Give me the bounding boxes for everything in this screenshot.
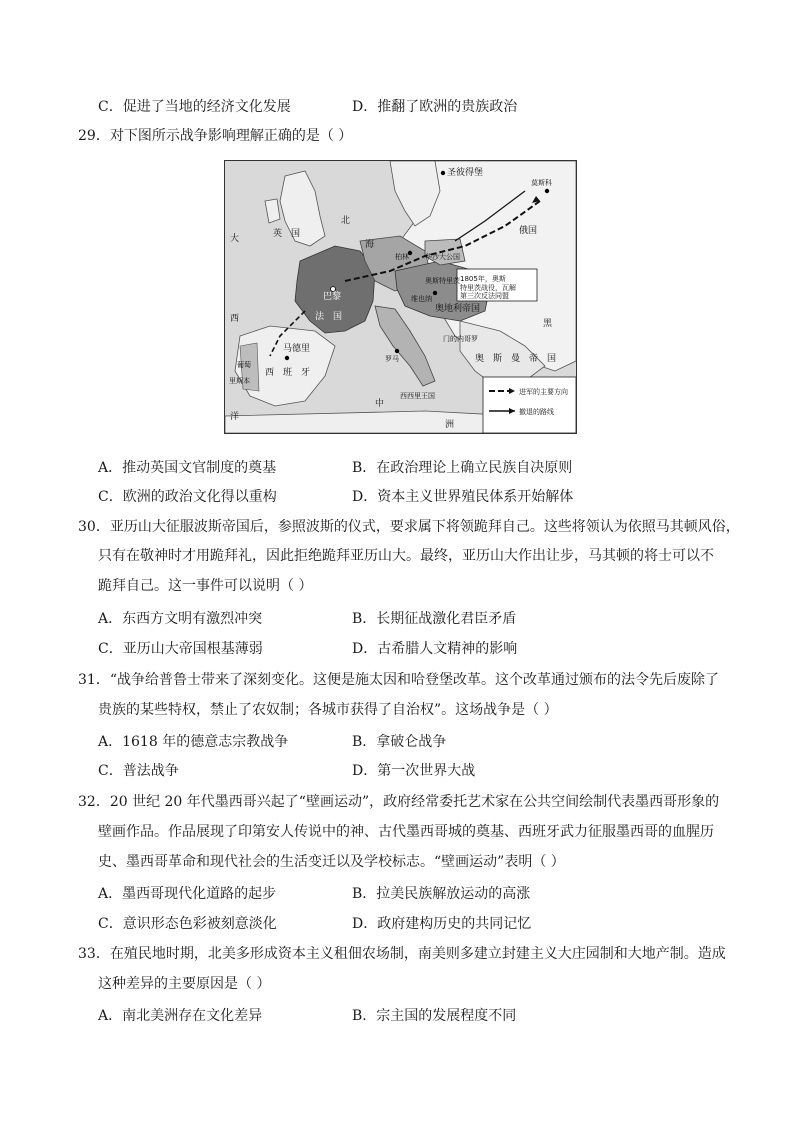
q30-stem-line-1: 30．亚历山大征服波斯帝国后，参照波斯的仪式，要求属下将领跪拜自己。这些将领认为依照马其顿风俗， (78, 519, 740, 535)
q31-option-d: D．第一次世界大战 (352, 763, 476, 779)
q32-stem-line-3: 史、墨西哥革命和现代社会的生活变迁以及学校标志。“壁画运动”表明（ ） (98, 854, 565, 870)
q30-stem-line-2: 只有在敬神时才用跪拜礼，因此拒绝跪拜亚历山大。最终，亚历山大作出让步，马其顿的将士可以不 (98, 548, 714, 564)
q28-option-c: C．促进了当地的经济文化发展 (98, 99, 291, 115)
map-label-hei: 黑 (543, 319, 553, 329)
q31-stem-line-2: 贵族的某些特权，禁止了农奴制；各城市获得了自治权”。这场战争是（ ） (98, 702, 558, 718)
map-label-france: 法 国 (315, 312, 343, 322)
map-label-portugal: 葡萄 (237, 361, 251, 369)
q32-option-c: C．意识形态色彩被刻意淡化 (98, 916, 277, 932)
map-label-sicily: 西西里王国 (400, 392, 435, 400)
q33-stem-line-1: 33．在殖民地时期，北美多形成资本主义租佃农场制，南美则多建立封建主义大庄园制和大地产制。造成 (78, 946, 726, 962)
q32-stem-line-1: 32．20 世纪 20 年代墨西哥兴起了“壁画运动”，政府经常委托艺术家在公共空间绘制代表墨西哥形象的 (78, 794, 720, 810)
q29-stem: 29．对下图所示战争影响理解正确的是（ ） (78, 128, 353, 144)
q33-option-b: B．宗主国的发展程度不同 (352, 1008, 517, 1024)
map-label-austria: 奥地利帝国 (435, 304, 481, 314)
map-label-britain: 英 国 (273, 229, 301, 239)
napoleonic-wars-map (224, 160, 577, 434)
map-label-bei: 北 (341, 216, 351, 226)
q30-option-a: A．东西方文明有激烈冲突 (98, 611, 263, 627)
q32-option-d: D．政府建构历史的共同记忆 (352, 916, 532, 932)
q30-option-b: B．长期征战激化君臣矛盾 (352, 611, 517, 627)
q31-option-c: C．普法战争 (98, 763, 179, 779)
q31-stem-line-1: 31．“战争给普鲁士带来了深刻变化。这便是施太因和哈登堡改革。这个改革通过颁布的法令先后废除了 (78, 672, 719, 688)
q29-option-a: A．推动英国文官制度的奠基 (98, 460, 277, 476)
map-label-ottoman: 奥 斯 曼 帝 国 (475, 354, 557, 364)
map-label-madrid: 马德里 (283, 344, 311, 354)
q32-stem-line-2: 壁画作品。作品展现了印第安人传说中的神、古代墨西哥城的奠基、西班牙武力征服墨西哥的血腥历 (98, 824, 714, 840)
legend-retreat-label: 撤退的路线 (519, 408, 554, 416)
map-label-paris: 巴黎 (323, 292, 342, 302)
q29-option-c: C．欧洲的政治文化得以重构 (98, 489, 277, 505)
q30-option-c: C．亚历山大帝国根基薄弱 (98, 641, 263, 657)
q31-option-a: A．1618 年的德意志宗教战争 (98, 734, 289, 750)
q31-option-b: B．拿破仑战争 (352, 734, 447, 750)
q29-option-d: D．资本主义世界殖民体系开始解体 (352, 489, 574, 505)
map-label-vienna: 维也纳 (411, 295, 432, 303)
map-label-da: 大 (230, 234, 240, 244)
q32-option-a: A．墨西哥现代化道路的起步 (98, 886, 277, 902)
map-label-hai: 海 (365, 240, 375, 250)
map-label-yang: 洋 (230, 412, 240, 422)
map-label-rome: 罗马 (385, 355, 399, 363)
q30-option-d: D．古希腊人文精神的影响 (352, 641, 518, 657)
map-label-moscow: 莫斯科 (531, 179, 552, 187)
map-label-xi: 西 (230, 314, 240, 324)
legend-advance-label: 进军的主要方向 (519, 388, 568, 396)
map-label-spain: 西 班 牙 (265, 368, 311, 378)
q28-option-d: D．推翻了欧洲的贵族政治 (352, 99, 518, 115)
map-label-warsaw: 华沙大公国 (425, 253, 460, 261)
q29-option-b: B．在政治理论上确立民族自决原则 (352, 460, 573, 476)
q33-option-a: A．南北美洲存在文化差异 (98, 1008, 263, 1024)
q32-option-b: B．拉美民族解放运动的高涨 (352, 886, 531, 902)
map-label-zhong: 中 (375, 399, 385, 409)
map-label-berlin: 柏林 (395, 253, 409, 261)
q30-stem-line-3: 跪拜自己。这一事件可以说明（ ） (98, 578, 313, 594)
map-label-zhou: 洲 (445, 420, 455, 430)
map-label-st-petersburg: 圣彼得堡 (447, 168, 484, 178)
map-annotation-line2: 特里茨战役，瓦解 (460, 284, 516, 292)
map-label-austerlitz: 奥斯特里茨 (425, 277, 460, 285)
map-annotation-line3: 第三次反法同盟 (460, 292, 509, 300)
map-label-montenegro: 门的内哥罗 (443, 335, 478, 343)
q33-stem-line-2: 这种差异的主要原因是（ ） (98, 976, 271, 992)
map-label-lisbon: 里斯本 (229, 377, 250, 385)
map-annotation-austerlitz-1805: 1805年，奥斯 (460, 275, 506, 283)
map-label-russia: 俄国 (519, 226, 538, 236)
